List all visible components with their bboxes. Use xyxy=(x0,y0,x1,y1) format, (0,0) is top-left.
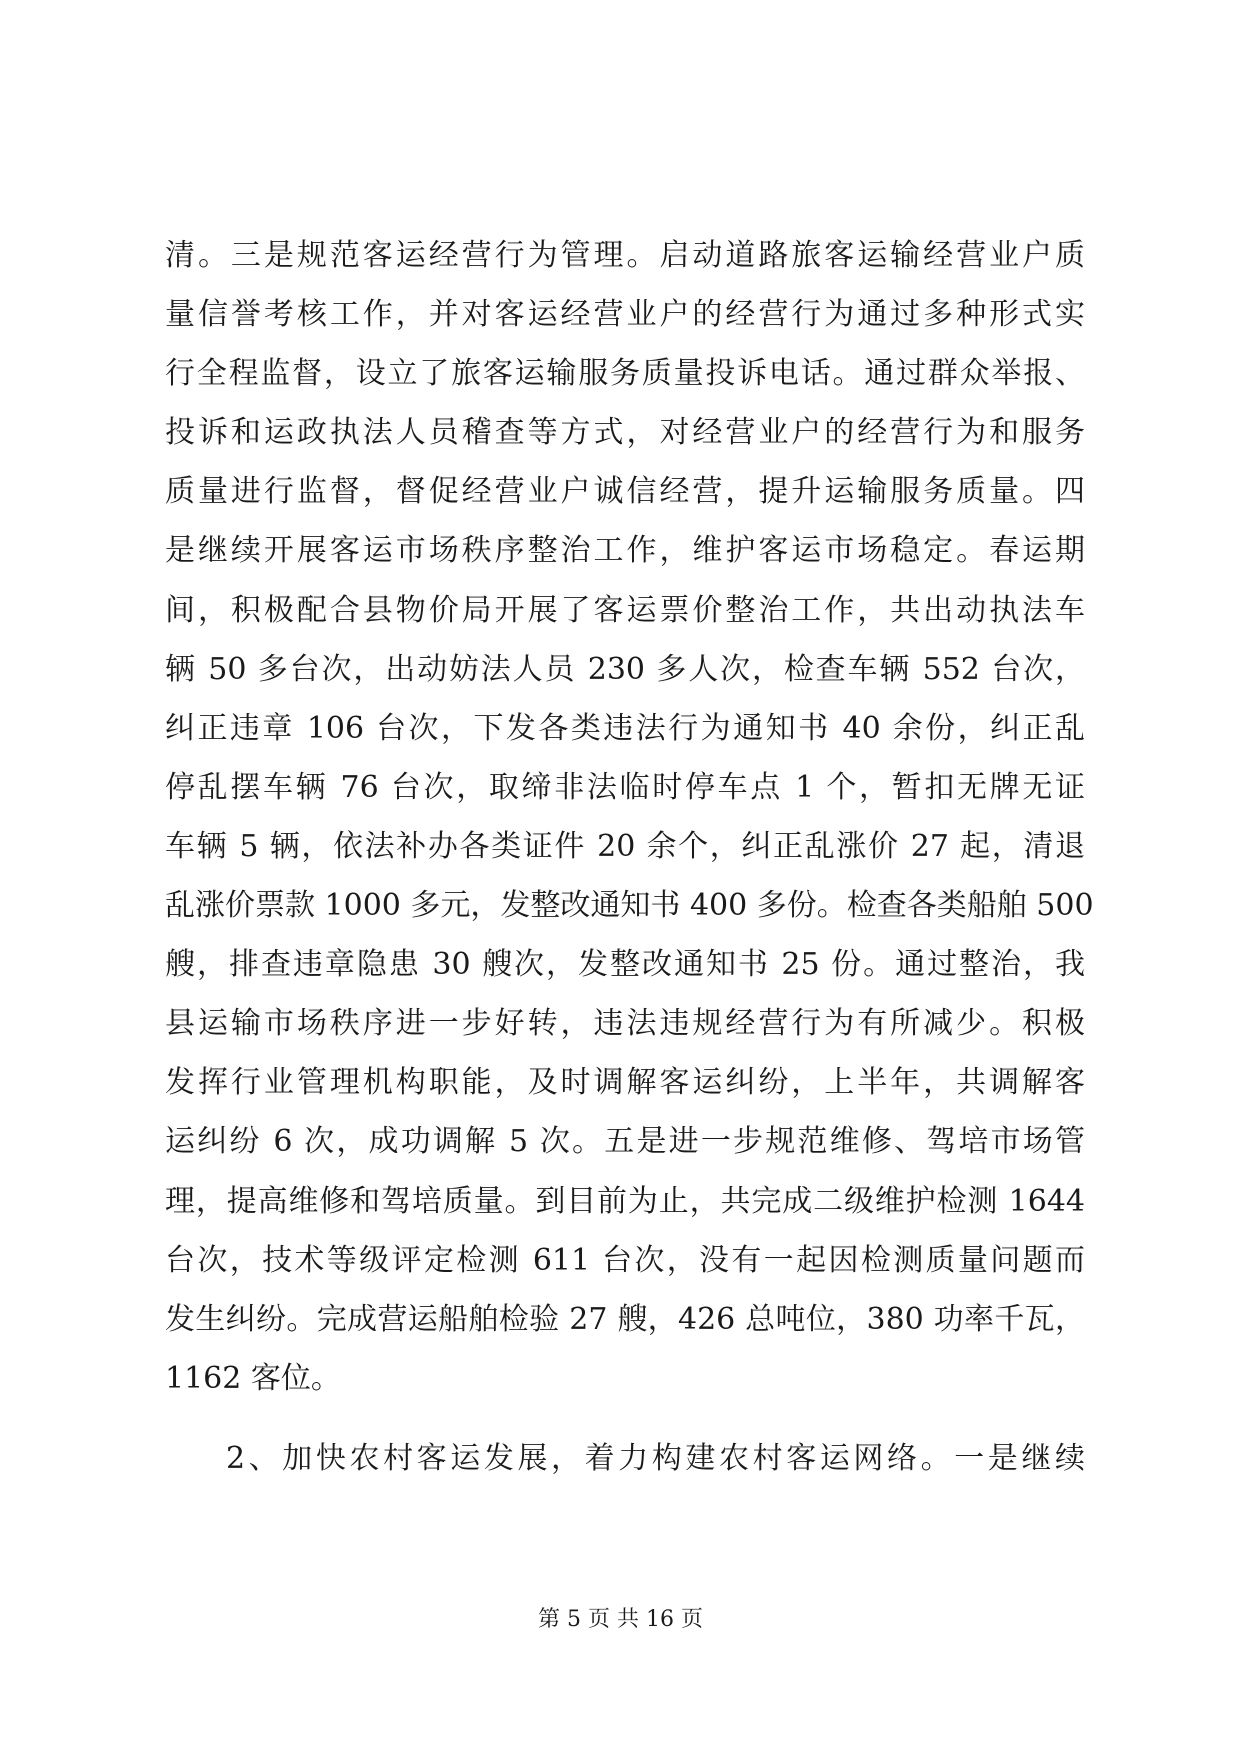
text-line: 艘，排查违章隐患 30 艘次，发整改通知书 25 份。通过整治，我 xyxy=(165,947,1085,983)
text-line: 投诉和运政执法人员稽查等方式，对经营业户的经营行为和服务 xyxy=(165,415,1085,451)
text-line: 纠正违章 106 台次，下发各类违法行为通知书 40 余份，纠正乱 xyxy=(165,710,1085,746)
text-line: 量信誉考核工作，并对客运经营业户的经营行为通过多种形式实 xyxy=(165,297,1085,333)
page-footer xyxy=(0,1605,1241,1635)
text-line: 是继续开展客运市场秩序整治工作，维护客运市场稳定。春运期 xyxy=(165,533,1085,569)
text-line: 发挥行业管理机构职能，及时调解客运纠纷，上半年，共调解客 xyxy=(165,1065,1085,1101)
page-number-label: 第 5 页 共 16 页 xyxy=(538,1607,703,1632)
text-line: 车辆 5 辆，依法补办各类证件 20 余个，纠正乱涨价 27 起，清退 xyxy=(165,828,1085,864)
text-line: 间，积极配合县物价局开展了客运票价整治工作，共出动执法车 xyxy=(165,592,1085,628)
text-line: 1162 客位。 xyxy=(165,1360,341,1396)
text-line: 停乱摆车辆 76 台次，取缔非法临时停车点 1 个，暂扣无牌无证 xyxy=(165,769,1085,805)
text-line: 2、加快农村客运发展，着力构建农村客运网络。一是继续 xyxy=(226,1440,1085,1476)
paragraph-2 xyxy=(165,1429,1085,1488)
text-line: 运纠纷 6 次，成功调解 5 次。五是进一步规范维修、驾培市场管 xyxy=(165,1124,1085,1160)
text-line: 理，提高维修和驾培质量。到目前为止，共完成二级维护检测 1644 xyxy=(165,1183,1085,1219)
text-line: 清。三是规范客运经营行为管理。启动道路旅客运输经营业户质 xyxy=(165,238,1085,273)
text-line: 行全程监督，设立了旅客运输服务质量投诉电话。通过群众举报、 xyxy=(165,356,1085,392)
text-line: 辆 50 多台次，出动妨法人员 230 多人次，检查车辆 552 台次， xyxy=(165,651,1085,687)
text-line: 县运输市场秩序进一步好转，违法违规经营行为有所减少。积极 xyxy=(165,1006,1085,1042)
paragraph-1 xyxy=(165,226,1094,1408)
document-body xyxy=(165,226,1094,1488)
text-line: 台次，技术等级评定检测 611 台次，没有一起因检测质量问题而 xyxy=(165,1242,1085,1278)
text-line: 质量进行监督，督促经营业户诚信经营，提升运输服务质量。四 xyxy=(165,474,1085,510)
text-line: 发生纠纷。完成营运船舶检验 27 艘，426 总吨位，380 功率千瓦， xyxy=(165,1301,1085,1337)
paragraph-spacer xyxy=(165,1408,1085,1429)
text-line: 乱涨价票款 1000 多元，发整改通知书 400 多份。检查各类船舶 500 xyxy=(165,888,1094,924)
